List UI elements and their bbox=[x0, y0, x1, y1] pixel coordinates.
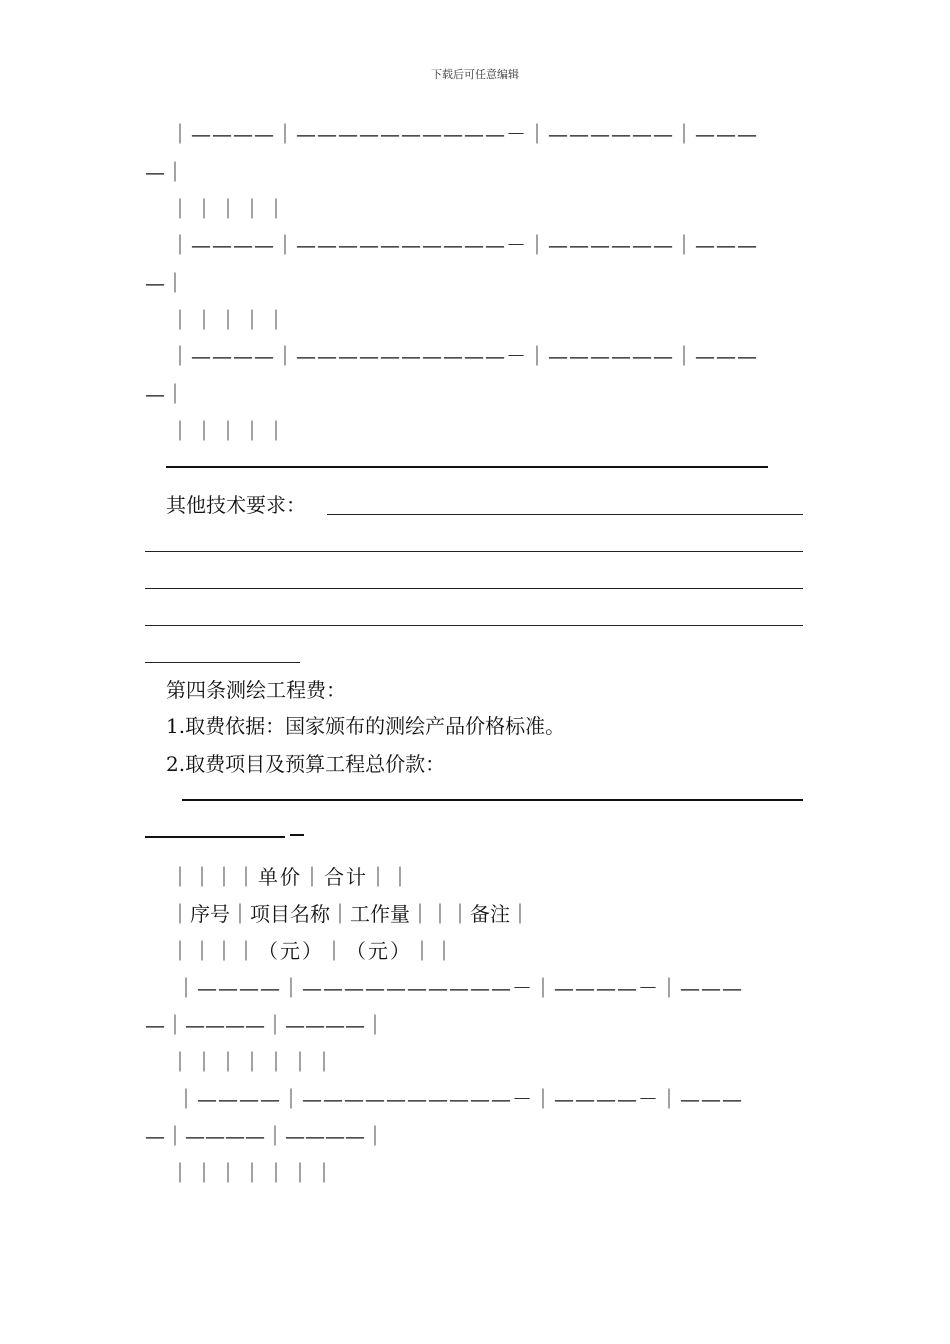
table2-separator-wrap: —｜————｜————｜ bbox=[145, 1124, 385, 1148]
table1-separator: ｜————｜——————————－｜——————｜——— bbox=[170, 233, 758, 257]
table2-empty-row: ｜｜｜｜｜｜｜ bbox=[170, 1161, 338, 1185]
table2-top-border-end bbox=[290, 834, 304, 836]
table2-separator: ｜————｜——————————－｜————－｜——— bbox=[176, 976, 743, 1000]
table2-header-row: ｜｜｜｜（元）｜（元）｜｜ bbox=[170, 939, 456, 963]
table1-empty-row: ｜｜｜｜｜ bbox=[170, 419, 290, 443]
table1-separator-wrap: —｜ bbox=[145, 271, 185, 295]
table2-empty-row: ｜｜｜｜｜｜｜ bbox=[170, 1050, 338, 1074]
table1-empty-row: ｜｜｜｜｜ bbox=[170, 197, 290, 221]
page-header: 下载后可任意编辑 bbox=[431, 68, 519, 81]
table2-separator-wrap: —｜————｜————｜ bbox=[145, 1013, 385, 1037]
table2-top-border-wrap bbox=[145, 836, 285, 838]
article4-item1: 1.取费依据：国家颁布的测绘产品价格标准。 bbox=[166, 714, 566, 738]
table1-separator: ｜————｜——————————－｜——————｜——— bbox=[170, 122, 758, 146]
requirements-label: 其他技术要求： bbox=[166, 493, 306, 517]
table1-separator-wrap: —｜ bbox=[145, 382, 185, 406]
table1-empty-row: ｜｜｜｜｜ bbox=[170, 308, 290, 332]
table2-top-border bbox=[182, 799, 803, 801]
requirements-blank-line bbox=[145, 551, 803, 552]
table2-separator: ｜————｜——————————－｜————－｜——— bbox=[176, 1087, 743, 1111]
requirements-blank-line bbox=[145, 662, 300, 663]
table1-separator-wrap: —｜ bbox=[145, 160, 185, 184]
requirements-blank-line bbox=[327, 514, 803, 515]
requirements-blank-line bbox=[145, 588, 803, 589]
article4-title: 第四条测绘工程费： bbox=[166, 678, 346, 702]
table2-header-row: ｜序号｜项目名称｜工作量｜｜｜备注｜ bbox=[170, 902, 530, 926]
article4-item2: 2.取费项目及预算工程总价款： bbox=[166, 752, 446, 776]
table1-separator: ｜————｜——————————－｜——————｜——— bbox=[170, 344, 758, 368]
requirements-blank-line bbox=[145, 625, 803, 626]
table1-bottom-border bbox=[166, 466, 768, 468]
table2-header-row: ｜｜｜｜单价｜合计｜｜ bbox=[170, 865, 412, 889]
